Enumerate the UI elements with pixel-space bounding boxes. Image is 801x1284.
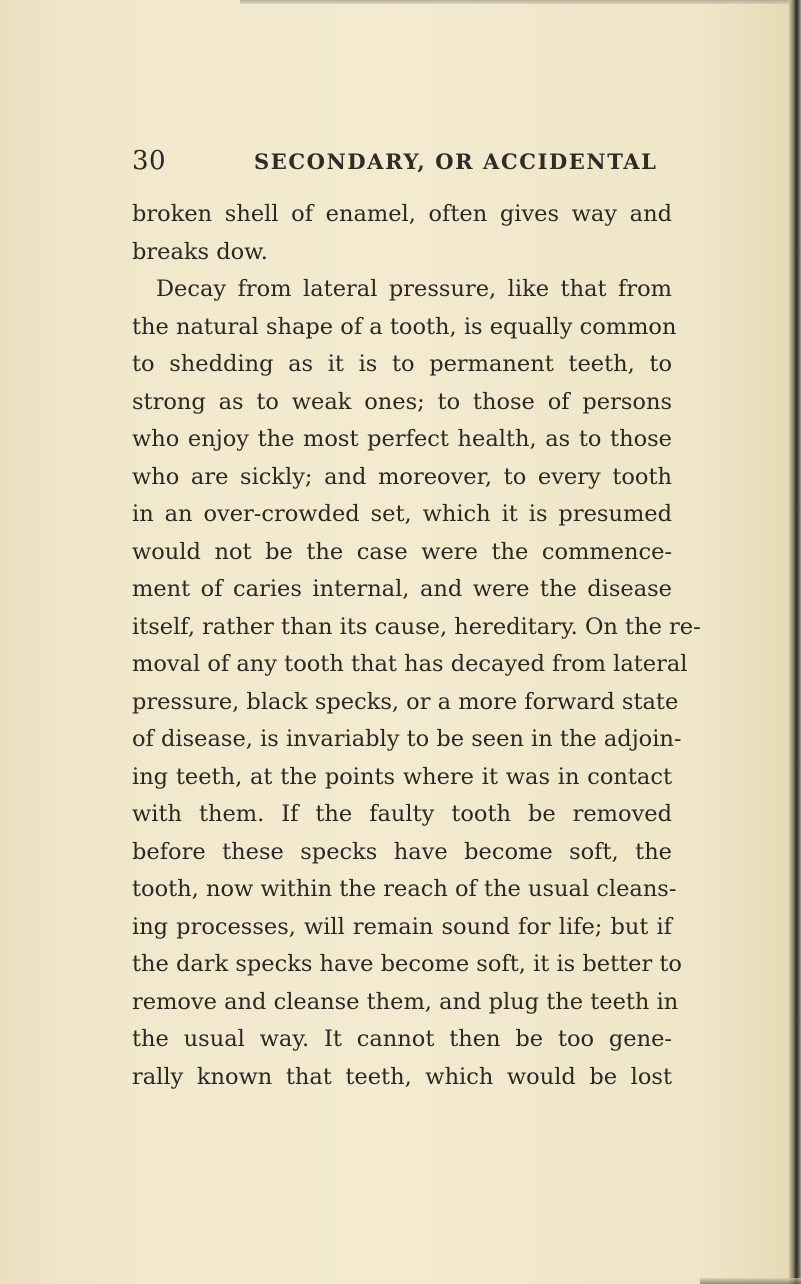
text-line: to shedding as it is to permanent teeth, to (132, 351, 672, 377)
text-line: tooth, now within the reach of the usual cleans- (132, 876, 677, 902)
text-line: breaks dow. (132, 238, 268, 265)
text-line: with them. If the faulty tooth be removed (132, 801, 672, 827)
text-line: of disease, is invariably to be seen in the adjoin- (132, 726, 682, 752)
text-line: who enjoy the most perfect health, as to those (132, 426, 672, 452)
text-line: the usual way. It cannot then be too gene- (132, 1026, 672, 1052)
text-line: itself, rather than its cause, hereditary. On the re- (132, 613, 701, 640)
text-line: rally known that teeth, which would be lost (132, 1063, 672, 1090)
page-header (132, 146, 692, 180)
text-line: ing processes, will remain sound for life; but if (132, 913, 672, 940)
text-line: pressure, black specks, or a more forward state (132, 688, 679, 715)
page-number: 30 (132, 146, 167, 176)
running-head: SECONDARY, OR ACCIDENTAL (254, 149, 658, 174)
text-line: ing teeth, at the points where it was in contact (132, 763, 672, 790)
text-line: remove and cleanse them, and plug the teeth in (132, 988, 679, 1015)
page-binding-edge (789, 0, 801, 1284)
text-line: moval of any tooth that has decayed from lateral (132, 651, 688, 677)
text-line: in an over-crowded set, which it is presumed (132, 501, 672, 527)
text-line: who are sickly; and moreover, to every tooth (132, 463, 672, 490)
text-line: would not be the case were the commence- (132, 538, 672, 565)
text-line: strong as to weak ones; to those of persons (132, 388, 672, 415)
body-text (132, 196, 701, 1096)
text-line: broken shell of enamel, often gives way and (132, 201, 672, 227)
text-line: the natural shape of a tooth, is equally common (132, 313, 677, 340)
text-line: Decay from lateral pressure, like that from (156, 276, 672, 302)
text-line: the dark specks have become soft, it is better to (132, 951, 682, 977)
text-line: before these specks have become soft, the (132, 838, 672, 865)
page-bottom-edge (700, 1278, 801, 1284)
text-line: ment of caries internal, and were the disease (132, 576, 672, 602)
page-top-edge (240, 0, 795, 4)
